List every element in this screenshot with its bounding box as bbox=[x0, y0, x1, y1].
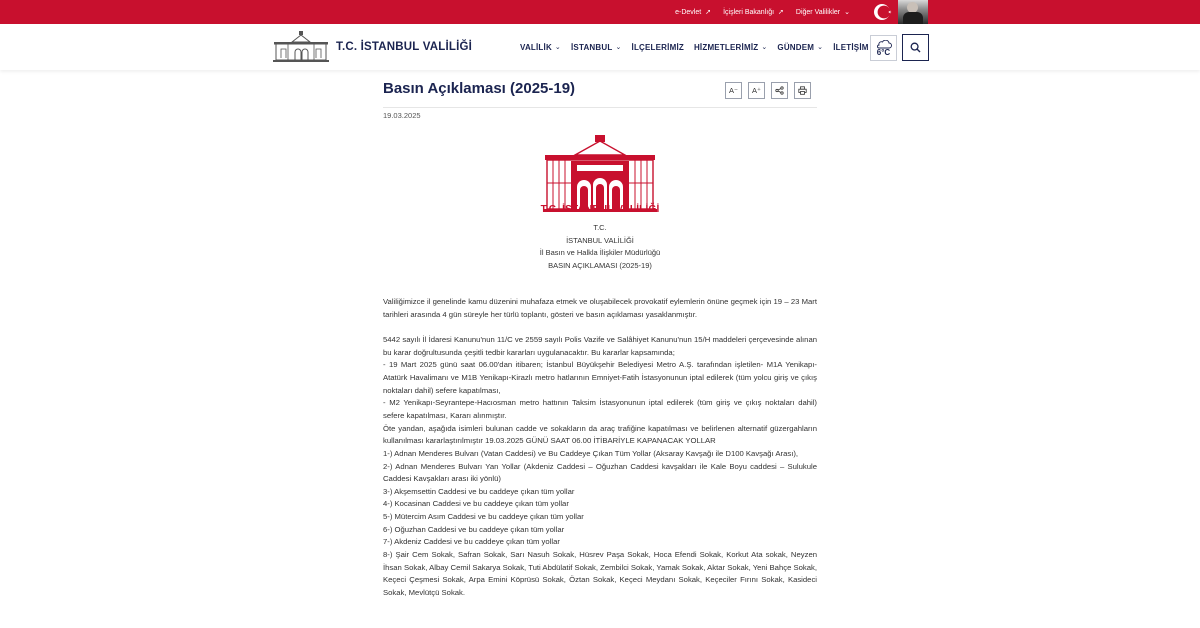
main-header bbox=[0, 24, 1200, 70]
nav-item-istanbul[interactable] bbox=[571, 43, 622, 52]
svg-text:C: C bbox=[598, 146, 602, 152]
search-icon bbox=[910, 42, 921, 53]
paragraph: - 19 Mart 2025 günü saat 06.00'dan itibaren; İstanbul Büyükşehir Belediyesi Metro A.Ş. tarafından işletilen- M1A Yenikapı- Atatürk Havalimanı ve M1B Yenikapı-Kirazlı metro hatlarının Emniyet-Fatih İstasyonunun iptal edilerek (tüm yolcu giriş ve çıkış noktaları dahil) sefere kapatılması, bbox=[383, 360, 817, 395]
paragraph: 4-) Kocasinan Caddesi ve bu caddeye çıkan tüm yollar bbox=[383, 499, 569, 509]
weather-temperature: 6°C bbox=[876, 47, 891, 57]
nav-item-label: İLÇELERİMİZ bbox=[631, 42, 684, 52]
press-release-heading bbox=[383, 222, 817, 272]
external-link-icon: ➚ bbox=[705, 9, 712, 16]
heading-line: BASIN AÇIKLAMASI (2025-19) bbox=[548, 260, 652, 270]
logo-caption: T.C. İSTANBUL VALİLİĞİ bbox=[540, 204, 660, 215]
external-link-icon: ➚ bbox=[778, 9, 784, 16]
nav-item-valilik[interactable] bbox=[520, 43, 561, 52]
heading-line: T.C. bbox=[593, 223, 607, 232]
heading-line: İSTANBUL VALİLİĞİ bbox=[566, 235, 634, 245]
paragraph: 7-) Akdeniz Caddesi ve bu caddeye çıkan tüm yollar bbox=[383, 537, 560, 547]
nav-item-label: VALİLİK bbox=[520, 42, 552, 52]
valilik-logo[interactable] bbox=[272, 30, 330, 64]
nav-item-hizmetlerimiz[interactable] bbox=[694, 43, 767, 52]
paragraph: 3-) Akşemsettin Caddesi ve bu caddeye çıkan tüm yollar bbox=[383, 486, 575, 496]
paragraph: - M2 Yenikapı-Seyrantepe-Hacıosman metro hattının Taksim İstasyonunun iptal edilerek (tüm giriş ve çıkış noktaları dahil) sefere kapatılması, Kararı alınmıştır. bbox=[383, 398, 817, 420]
ataturk-portrait bbox=[898, 0, 928, 24]
decrease-font-button[interactable]: A⁻ bbox=[725, 82, 742, 99]
top-link-diger-valilikler[interactable] bbox=[796, 8, 850, 16]
paragraph: 5-) Mütercim Asım Caddesi ve bu caddeye çıkan tüm yollar bbox=[383, 512, 584, 522]
top-link-label: e-Devlet bbox=[675, 8, 702, 16]
paragraph: 2-) Adnan Menderes Bulvarı Yan Yollar (Akdeniz Caddesi – Oğuzhan Caddesi kavşakları ile Kale Boyu caddesi – Sulukule Caddesi Kavşakları arası iki yönlü) bbox=[383, 461, 817, 484]
search-button[interactable] bbox=[902, 34, 929, 61]
chevron-down-icon: ⌄ bbox=[615, 44, 622, 51]
turkish-flag-icon bbox=[872, 2, 898, 22]
nav-item-gundem[interactable] bbox=[777, 43, 823, 52]
article-header bbox=[383, 70, 817, 108]
chevron-down-icon: ⌄ bbox=[817, 44, 824, 51]
nav-item-label: HİZMETLERİMİZ bbox=[693, 42, 759, 52]
page-title: Basın Açıklaması (2025-19) bbox=[383, 80, 576, 97]
paragraph-spacer bbox=[383, 321, 817, 334]
chevron-down-icon: ⌄ bbox=[554, 44, 561, 51]
paragraph: 8-) Şair Cem Sokak, Safran Sokak, Sarı Nasuh Sokak, Hüsrev Paşa Sokak, Hoca Efendi Sokak, Korkut Ata sokak, Neyzen İhsan Sokak, Albay Cemil Sakarya Sokak, Tuti Abdülatif Sokak, Zembilci Sokak, Yamak Sokak, Aktar Sokak, Yeni Bahçe Sokak, Keçeci Çeşmesi Sokak, Arpa Emini Köprüsü Sokak, Öztan Sokak, Keçeci Meydanı Sokak, Keçeciler Fırını Sokak, Kasideci Sokak, Mevlütçü Sokak. bbox=[383, 550, 817, 598]
nav-item-label: GÜNDEM bbox=[777, 42, 815, 52]
article-date: 19.03.2025 bbox=[383, 111, 421, 120]
top-bar bbox=[0, 0, 1200, 24]
top-link-label: Diğer Valilikler bbox=[795, 8, 841, 16]
nav-item-label: İLETİŞİM bbox=[833, 42, 869, 52]
share-button[interactable] bbox=[771, 82, 788, 99]
print-button[interactable] bbox=[794, 82, 811, 99]
print-icon bbox=[798, 86, 807, 95]
nav-item-ilcelerimiz[interactable] bbox=[632, 43, 684, 52]
nav-item-iletisim[interactable] bbox=[833, 43, 868, 52]
article bbox=[383, 70, 817, 598]
main-nav bbox=[520, 24, 869, 70]
top-link-icisleri[interactable] bbox=[723, 8, 784, 16]
article-tools bbox=[725, 82, 811, 99]
heading-line: İl Basın ve Halkla İlişkiler Müdürlüğü bbox=[539, 248, 661, 258]
site-title[interactable]: T.C. İSTANBUL VALİLİĞİ bbox=[336, 41, 473, 53]
article-body bbox=[383, 296, 817, 600]
top-links bbox=[675, 0, 850, 24]
chevron-down-icon: ⌄ bbox=[844, 9, 850, 16]
paragraph: 6-) Oğuzhan Caddesi ve bu caddeye çıkan tüm yollar bbox=[383, 524, 565, 534]
top-link-e-devlet[interactable] bbox=[675, 8, 711, 16]
paragraph: Öte yandan, aşağıda isimleri bulunan cadde ve sokakların da araç trafiğine kapatılması ve belirlenen alternatif güzergahların kullanılması kararlaştırılmıştır 19.03.2025 GÜNÜ SAAT 06.00 İTİBARİYLE KAPANACAK YOLLAR bbox=[383, 423, 817, 446]
weather-widget[interactable] bbox=[870, 35, 897, 61]
paragraph: 1-) Adnan Menderes Bulvarı (Vatan Caddesi) ve Bu Caddeye Çıkan Tüm Yollar (Aksaray Kavşağı ile D100 Kavşağı Arası), bbox=[383, 448, 799, 458]
share-icon bbox=[775, 86, 784, 95]
nav-item-label: İSTANBUL bbox=[571, 42, 613, 52]
top-link-label: İçişleri Bakanlığı bbox=[723, 8, 775, 16]
chevron-down-icon: ⌄ bbox=[761, 44, 768, 51]
increase-font-button[interactable]: A⁺ bbox=[748, 82, 765, 99]
paragraph: 5442 sayılı İl İdaresi Kanunu'nun 11/C ve 2559 sayılı Polis Vazife ve Salâhiyet Kanunu'nun 15/H maddeleri çerçevesinde alınan bu karar doğrultusunda çeşitli tedbir kararları uygulanacaktır. Bu kararlar kapsamında; bbox=[383, 334, 817, 357]
paragraph: Valiliğimizce il genelinde kamu düzenini muhafaza etmek ve oluşabilecek provokatif eylemlerin önüne geçmek için 19 – 23 Mart tarihleri arasında 4 gün süreyle her türlü toplantı, gösteri ve basın açıklaması yasaklanmıştır. bbox=[383, 297, 817, 319]
